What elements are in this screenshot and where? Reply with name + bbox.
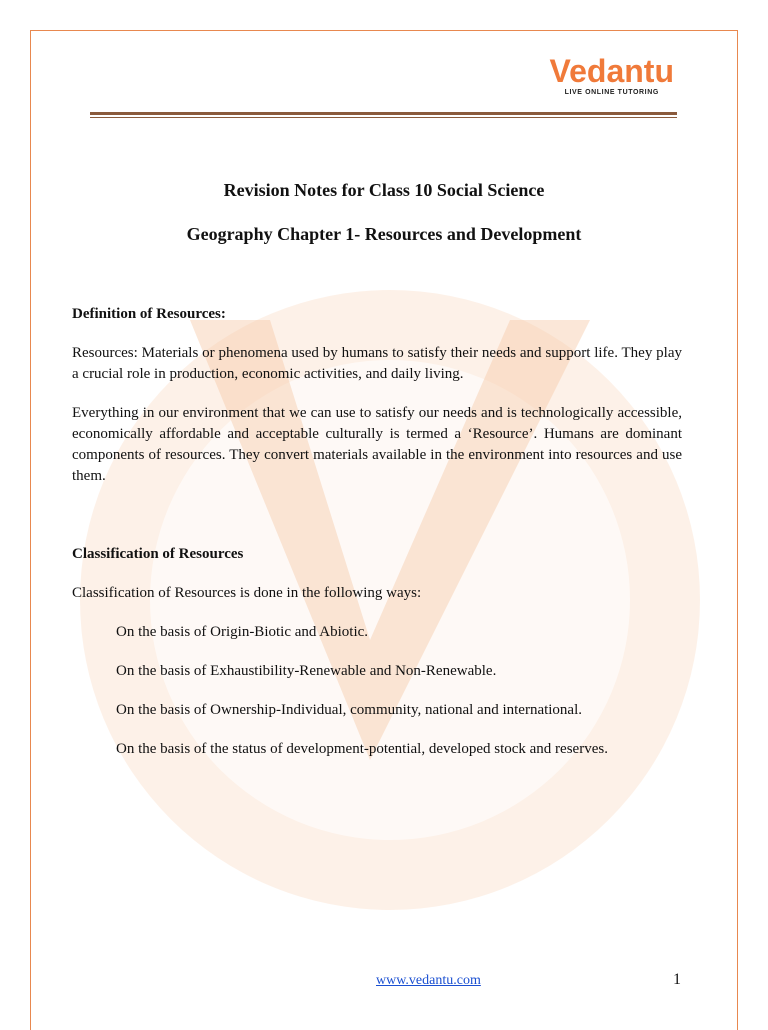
footer-website-link[interactable]: www.vedantu.com: [376, 973, 481, 988]
chapter-title: Geography Chapter 1- Resources and Development: [186, 224, 582, 244]
header-rule-thick: [90, 112, 677, 115]
definition-para-2: [72, 403, 682, 487]
section-heading: Definition of Resources:: [72, 306, 226, 322]
classification-heading: [72, 544, 682, 565]
classification-intro: [72, 583, 682, 604]
logo-wordmark: Vedantu: [549, 53, 674, 89]
list-item: [72, 700, 726, 721]
paragraph: Everything in our environment that we can use to satisfy our needs and is technologically accessible, economically affordable and acceptable culturally is termed a ‘Resource’. Humans are dominant components of resources. They convert materials available in the environment into resources and use them.: [72, 405, 682, 484]
list-item-text: On the basis of Exhaustibility-Renewable and Non-Renewable.: [116, 663, 497, 679]
list-item-text: On the basis of Origin-Biotic and Abiotic.: [116, 624, 369, 640]
list-item: [72, 622, 726, 643]
list-item: [72, 661, 726, 682]
paragraph: Classification of Resources is done in the following ways:: [72, 585, 422, 601]
list-item: [72, 739, 726, 760]
list-item-text: On the basis of the status of development-potential, developed stock and reserves.: [116, 741, 608, 757]
section-heading: Classification of Resources: [72, 546, 244, 562]
logo-tagline: LIVE ONLINE TUTORING: [564, 89, 659, 96]
list-item-text: On the basis of Ownership-Individual, community, national and international.: [116, 702, 583, 718]
document-title: Revision Notes for Class 10 Social Science: [223, 180, 545, 200]
paragraph: Resources: Materials or phenomena used by humans to satisfy their needs and support life. They play a crucial role in production, economic activities, and daily living.: [72, 345, 682, 382]
page-number: 1: [673, 971, 681, 988]
vedantu-logo: [550, 54, 674, 96]
definition-para-1: [72, 343, 682, 385]
definition-heading: [72, 304, 682, 325]
header-rule-thin: [90, 117, 677, 118]
